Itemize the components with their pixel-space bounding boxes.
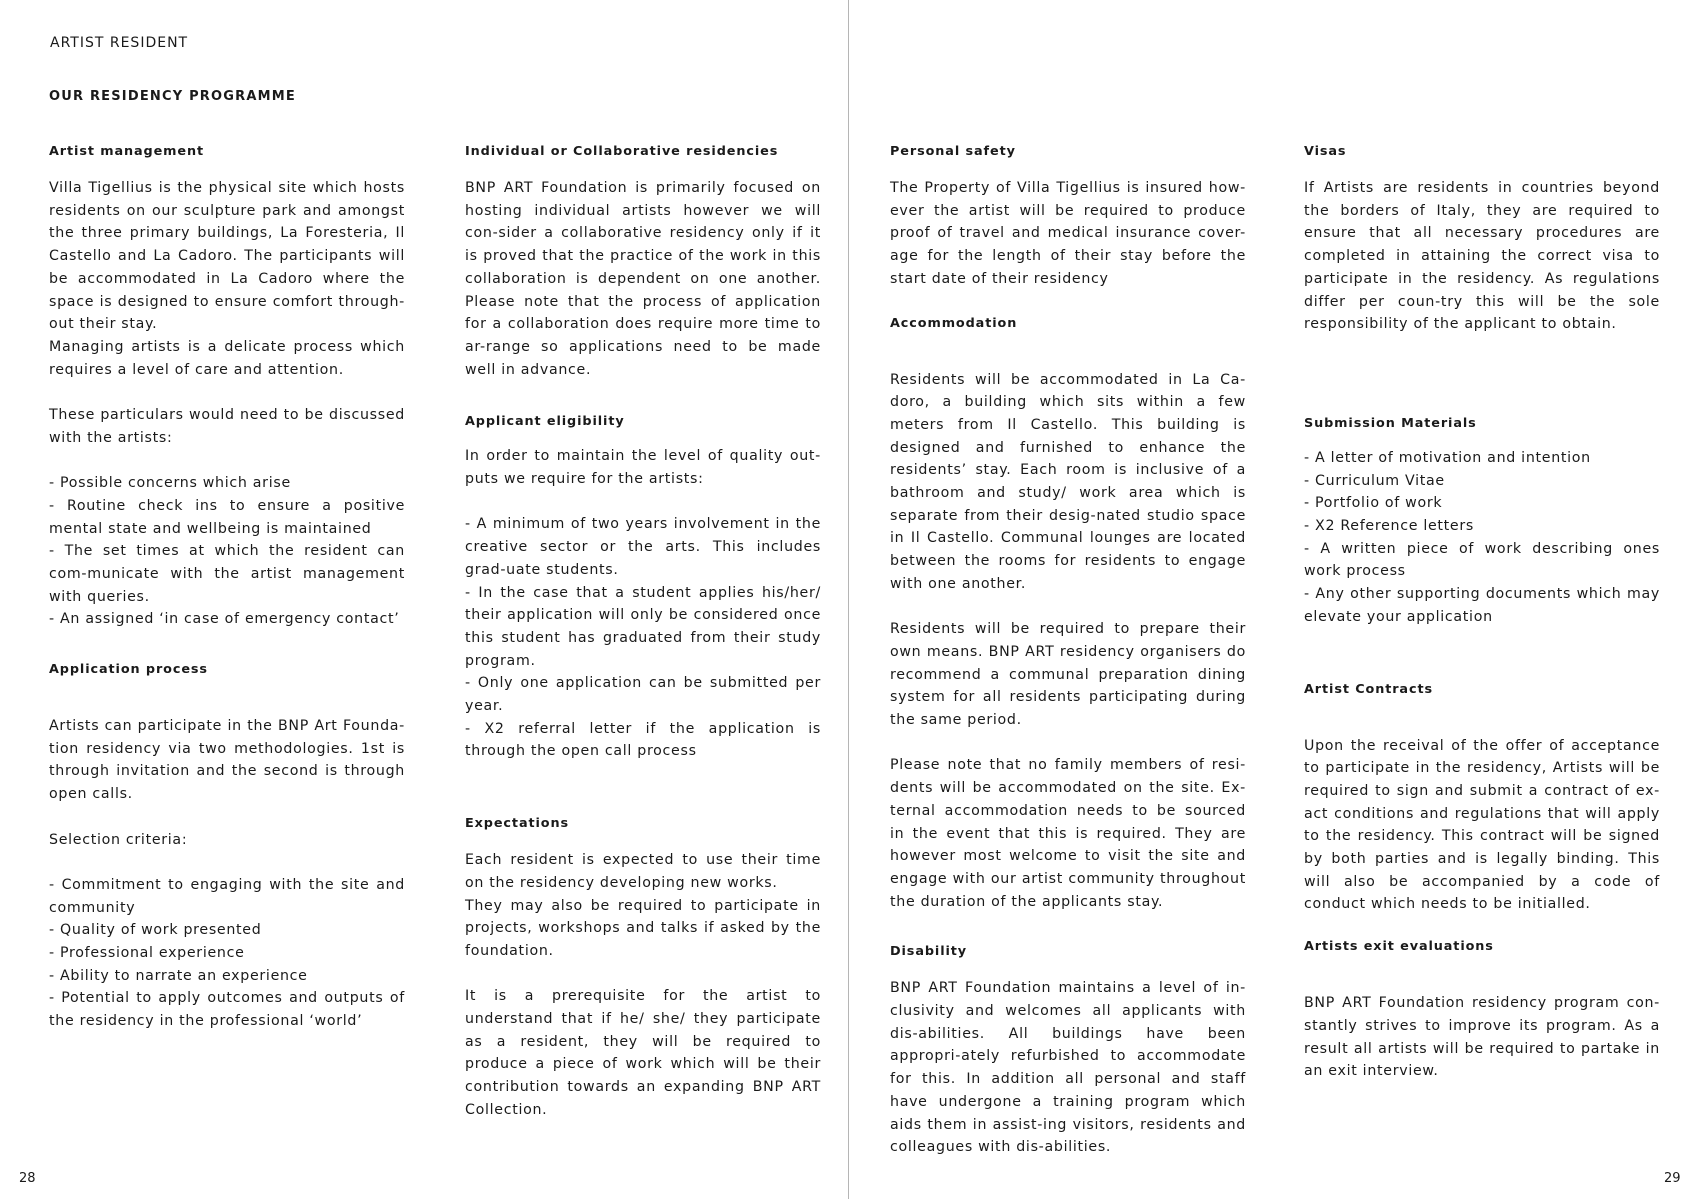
list-item: - Routine check ins to ensure a positive mental state and wellbeing is maintained bbox=[49, 497, 405, 537]
page-number-right: 29 bbox=[1664, 1171, 1681, 1186]
list-item: - The set times at which the resident can com-municate with the artist management with queries. bbox=[49, 543, 405, 605]
list-item: - In the case that a student applies his/her/ their application will only be considered once this student has graduated from their study program. bbox=[465, 584, 821, 669]
heading-artist-management: Artist management bbox=[49, 144, 205, 159]
paragraph: Each resident is expected to use their time on the residency developing new works. bbox=[465, 852, 821, 891]
paragraph: It is a prerequisite for the artist to understand that if he/ she/ they participate as a resident, they will be required to produce a piece of work which will be their contribution towards an expanding BNP ART Collection. bbox=[465, 988, 821, 1118]
section-title: OUR RESIDENCY PROGRAMME bbox=[49, 89, 296, 104]
paragraph: Artists can participate in the BNP Art Founda-tion residency via two methodologies. 1st is through invitation and the second is through open calls. bbox=[49, 718, 405, 803]
paragraph: Upon the receival of the offer of acceptance to participate in the residency, Artists will be required to sign and submit a contract of ex-act conditions and regulations that will apply to the residency. This contract will be signed by both parties and is legally binding. This will also be accompanied by a code of conduct which needs to be initialled. bbox=[1304, 737, 1660, 913]
heading-visas: Visas bbox=[1304, 144, 1347, 159]
paragraph: BNP ART Foundation maintains a level of in-clusivity and welcomes all applicants with dis-abilities. All buildings have been appropri-ately refurbished to accommodate for this. In addition all personal and staff have undergone a training program which aids them in assist-ing visitors, residents and colleagues with dis-abilities. bbox=[890, 980, 1246, 1156]
list-item: - An assigned ‘in case of emergency contact’ bbox=[49, 611, 400, 628]
paragraph: The Property of Villa Tigellius is insured how-ever the artist will be required to produce proof of travel and medical insurance cover-age for the length of their stay before the start date of their residency bbox=[890, 180, 1246, 287]
paragraph: BNP ART Foundation residency program con-stantly strives to improve its program. As a result all artists will be required to partake in an exit interview. bbox=[1304, 995, 1660, 1080]
heading-personal-safety: Personal safety bbox=[890, 144, 1016, 159]
heading-application-process: Application process bbox=[49, 662, 208, 678]
list-item: - A letter of motivation and intention bbox=[1304, 449, 1591, 466]
paragraph: Please note that no family members of resi-dents will be accommodated on the site. Ex-ternal accommodation needs to be sourced in the event that this is required. They are however most welcome to visit the site and engage with our artist community throughout the duration of the applicants stay. bbox=[890, 757, 1246, 910]
list-item: - A minimum of two years involvement in the creative sector or the arts. This includes grad-uate students. bbox=[465, 516, 821, 578]
heading-expectations: Expectations bbox=[465, 816, 569, 832]
running-head: ARTIST RESIDENT bbox=[50, 35, 189, 51]
heading-individual-collaborative: Individual or Collaborative residencies bbox=[465, 144, 779, 159]
list-item: - Only one application can be submitted per year. bbox=[465, 675, 821, 715]
heading-applicant-eligibility: Applicant eligibility bbox=[465, 414, 625, 430]
list-item: - Possible concerns which arise bbox=[49, 475, 291, 492]
page-number-left: 28 bbox=[19, 1171, 36, 1186]
list-item: - Portfolio of work bbox=[1304, 495, 1443, 512]
paragraph: BNP ART Foundation is primarily focused on hosting individual artists however we will con-sider a collaborative residency only if it is proved that the practice of the work in this collaboration is dependent on one another. Please note that the process of application for a collaboration does require more time to ar-range so applications need to be made well in advance. bbox=[465, 180, 821, 378]
paragraph: Managing artists is a delicate process which requires a level of care and attention. bbox=[49, 338, 405, 378]
list-item: - A written piece of work describing ones work process bbox=[1304, 540, 1660, 580]
paragraph: Selection criteria: bbox=[49, 831, 188, 848]
list-item: - Commitment to engaging with the site and community bbox=[49, 876, 405, 916]
heading-accommodation: Accommodation bbox=[890, 315, 1018, 331]
list-item: - Potential to apply outcomes and outputs of the residency in the professional ‘world’ bbox=[49, 990, 405, 1030]
heading-disability: Disability bbox=[890, 944, 968, 960]
list-item: - Professional experience bbox=[49, 945, 245, 962]
paragraph: Villa Tigellius is the physical site which hosts residents on our sculpture park and amongst the three primary buildings, La Foresteria, Il Castello and La Cadoro. The participants will be accommodated in La Cadoro where the space is designed to ensure comfort through-out their stay. bbox=[49, 180, 405, 333]
list-item: - X2 Reference letters bbox=[1304, 518, 1474, 535]
paragraph: Residents will be required to prepare their own means. BNP ART residency organisers do recommend a communal preparation dining system for all residents participating during the same period. bbox=[890, 621, 1246, 729]
list-item: - X2 referral letter if the application is through the open call process bbox=[465, 720, 821, 760]
column-2 bbox=[465, 143, 821, 1122]
heading-artist-contracts: Artist Contracts bbox=[1304, 681, 1433, 697]
heading-submission-materials: Submission Materials bbox=[1304, 415, 1477, 431]
list-item: - Curriculum Vitae bbox=[1304, 472, 1445, 489]
paragraph: In order to maintain the level of quality out-puts we require for the artists: bbox=[465, 448, 821, 488]
list-item: - Any other supporting documents which may elevate your application bbox=[1304, 586, 1660, 625]
column-1 bbox=[49, 143, 405, 1033]
list-item: - Ability to narrate an experience bbox=[49, 967, 308, 984]
paragraph: Residents will be accommodated in La Ca-doro, a building which sits within a few meters from Il Castello. This building is designed and furnished to enhance the residents’ stay. Each room is inclusive of a bathroom and study/ work area which is separate from their desig-nated studio space in Il Castello. Communal lounges are located between the rooms for residents to engage with one another. bbox=[890, 371, 1246, 592]
list-item: - Quality of work presented bbox=[49, 922, 262, 939]
column-3 bbox=[890, 143, 1246, 1159]
column-4 bbox=[1304, 143, 1660, 1083]
paragraph: They may also be required to participate in projects, workshops and talks if asked by the foundation. bbox=[465, 897, 821, 959]
paragraph: These particulars would need to be discussed with the artists: bbox=[49, 407, 405, 446]
heading-artists-exit-evaluations: Artists exit evaluations bbox=[1304, 939, 1494, 955]
paragraph: If Artists are residents in countries beyond the borders of Italy, they are required to ensure that all necessary procedures are completed in attaining the correct visa to participate in the residency. As regulations differ per coun-try this will be the sole responsibility of the applicant to obtain. bbox=[1304, 180, 1660, 333]
